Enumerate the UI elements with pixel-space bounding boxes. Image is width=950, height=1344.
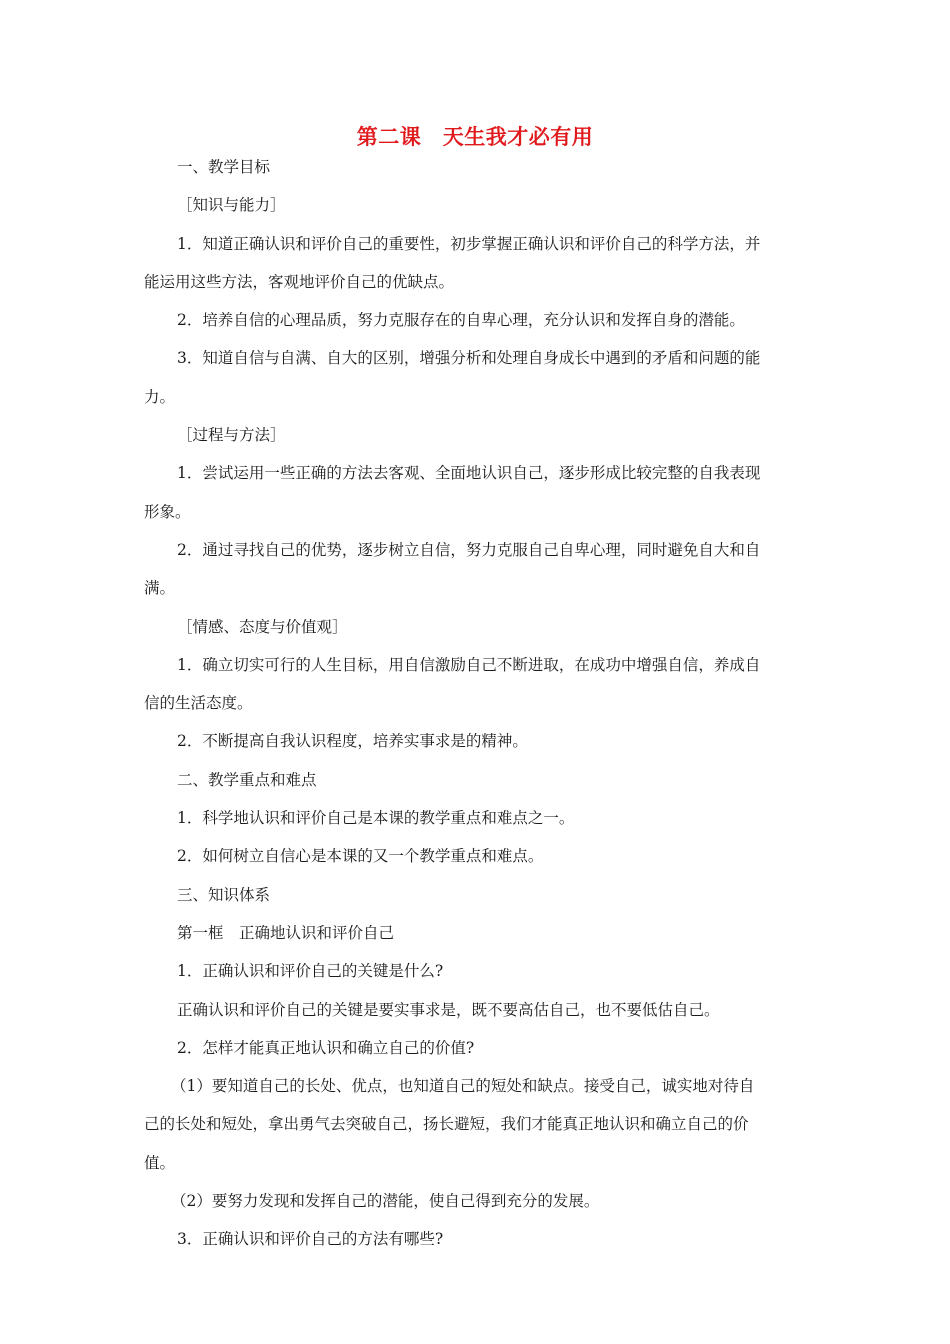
paragraph-line: 1．尝试运用一些正确的方法去客观、全面地认识自己，逐步形成比较完整的自我表现 <box>177 464 761 483</box>
paragraph-line: 形象。 <box>144 502 191 521</box>
paragraph-line: （1）要知道自己的长处、优点，也知道自己的短处和缺点。接受自己，诚实地对待自 <box>171 1077 755 1096</box>
paragraph-line: 己的长处和短处，拿出勇气去突破自己，扬长避短，我们才能真正地认识和确立自己的价 <box>144 1115 749 1134</box>
paragraph-line: 1．确立切实可行的人生目标，用自信激励自己不断进取，在成功中增强自信，养成自 <box>177 655 761 674</box>
paragraph-line: ［情感、态度与价值观］ <box>177 617 348 636</box>
paragraph-line: 2．通过寻找自己的优势，逐步树立自信，努力克服自己自卑心理，同时避免自大和自 <box>177 540 761 559</box>
paragraph-line: 2．怎样才能真正地认识和确立自己的价值? <box>177 1038 475 1057</box>
paragraph-line: 信的生活态度。 <box>144 694 253 713</box>
paragraph-line: 力。 <box>144 387 176 406</box>
paragraph-line: 二、教学重点和难点 <box>177 770 317 789</box>
paragraph-line: 能运用这些方法，客观地评价自己的优缺点。 <box>144 272 455 291</box>
paragraph-line: 2．培养自信的心理品质，努力克服存在的自卑心理，充分认识和发挥自身的潜能。 <box>177 311 745 330</box>
paragraph-line: ［知识与能力］ <box>177 196 286 215</box>
paragraph-line: 满。 <box>144 579 176 598</box>
paragraph-line: 正确认识和评价自己的关键是要实事求是，既不要高估自己，也不要低估自己。 <box>177 1000 720 1019</box>
lesson-title: 第二课 天生我才必有用 <box>356 124 594 149</box>
paragraph-line: 三、知识体系 <box>177 885 271 904</box>
paragraph-line: 1．科学地认识和评价自己是本课的教学重点和难点之一。 <box>177 809 575 828</box>
paragraph-line: 2．如何树立自信心是本课的又一个教学重点和难点。 <box>177 847 544 866</box>
paragraph-line: （2）要努力发现和发挥自己的潜能，使自己得到充分的发展。 <box>171 1192 600 1211</box>
paragraph-line: 一、教学目标 <box>177 158 271 176</box>
paragraph-line: 3．知道自信与自满、自大的区别，增强分析和处理自身成长中遇到的矛盾和问题的能 <box>177 349 761 368</box>
paragraph-line: 3．正确认识和评价自己的方法有哪些? <box>177 1230 444 1249</box>
paragraph-line: 第一框 正确地认识和评价自己 <box>177 923 395 942</box>
paragraph-line: 1．正确认识和评价自己的关键是什么? <box>177 962 444 981</box>
paragraph-line: 2．不断提高自我认识程度，培养实事求是的精神。 <box>177 732 528 751</box>
paragraph-line: 值。 <box>144 1153 176 1172</box>
document-body <box>144 148 806 1259</box>
paragraph-line: ［过程与方法］ <box>177 426 286 445</box>
paragraph-line: 1．知道正确认识和评价自己的重要性，初步掌握正确认识和评价自己的科学方法，并 <box>177 234 761 253</box>
